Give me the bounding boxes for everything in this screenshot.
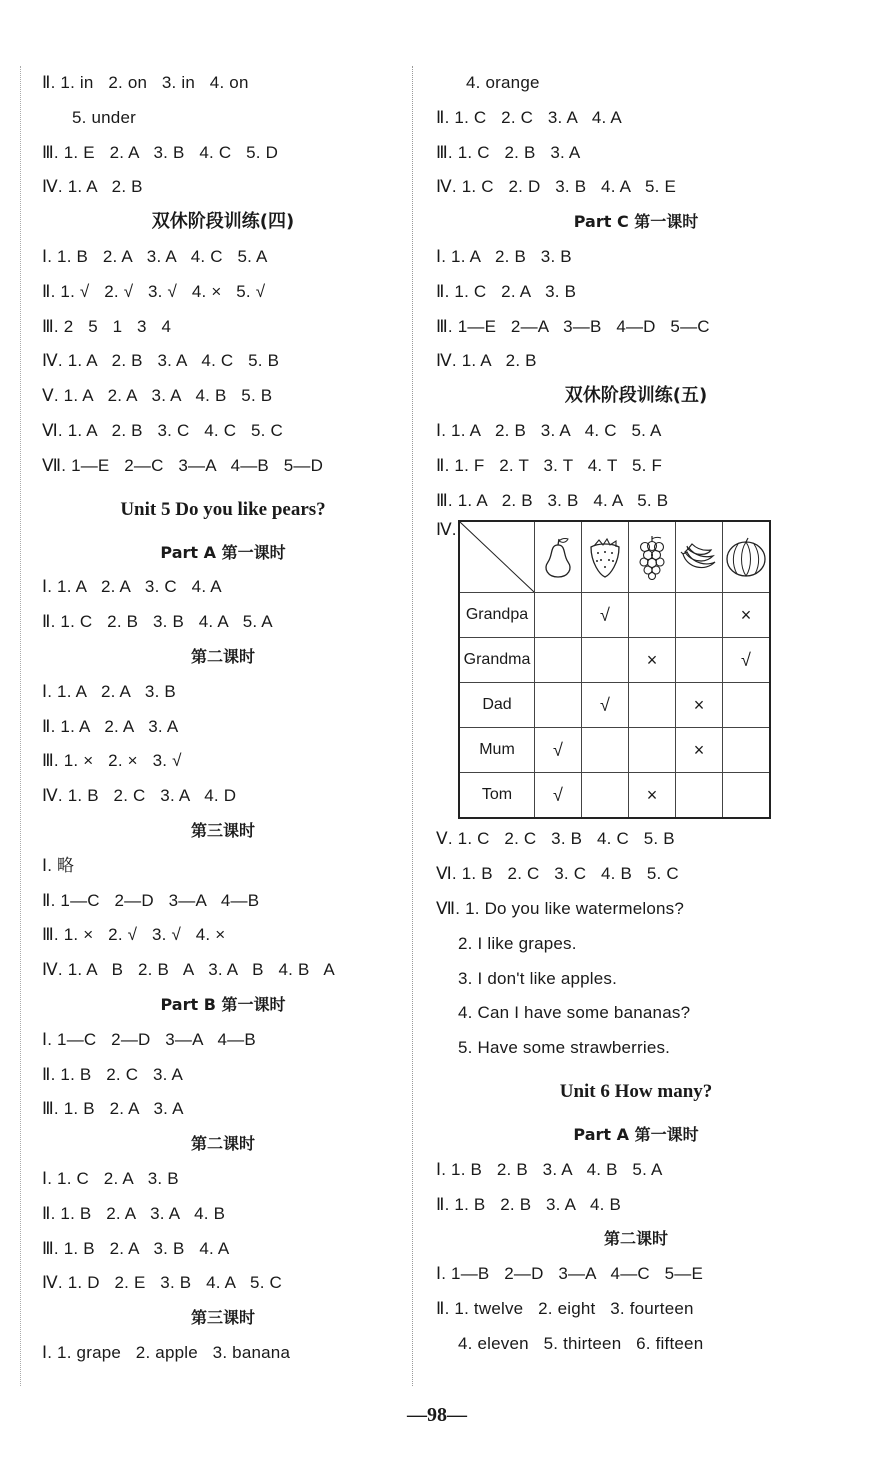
answer-line: Ⅲ. 1. × 2. × 3. √: [42, 751, 182, 771]
answer-line: Ⅱ. 1. in 2. on 3. in 4. on: [42, 73, 249, 92]
fruit-preference-table: [458, 520, 771, 819]
mark-cell: ×: [676, 728, 723, 773]
answer-line: Ⅲ. 1. B 2. A 3. B 4. A: [42, 1238, 230, 1258]
answer-line: Ⅳ. 1. A B 2. B A 3. A B 4. B A: [42, 960, 335, 980]
answer-line: Ⅳ. 1. A 2. B: [436, 351, 537, 371]
answer-line: Ⅳ. 1. A 2. B 3. A 4. C 5. B: [42, 351, 280, 371]
answer-line: Ⅰ. 1. B 2. A 3. A 4. C 5. A: [42, 246, 268, 266]
answer-line: Ⅴ. 1. C 2. C 3. B 4. C 5. B: [436, 829, 675, 849]
answer-line: Ⅰ. 1. A 2. A 3. C 4. A: [42, 577, 222, 597]
answer-line: Ⅳ. 1. C 2. D 3. B 4. A 5. E: [436, 177, 677, 197]
part-heading: 第三课时: [190, 1308, 255, 1328]
answer-line: Ⅶ. 1. Do you like watermelons?: [436, 898, 685, 918]
answer-line: Ⅱ. 1. C 2. A 3. B: [436, 281, 577, 301]
part-heading: 第二课时: [603, 1229, 668, 1249]
mark-cell: [535, 638, 582, 683]
watermelon-icon: [723, 521, 771, 593]
strawberry-icon: [582, 521, 629, 593]
answer-line: 5. under: [72, 107, 136, 127]
diagonal-line: [460, 522, 534, 592]
mark-cell: ×: [723, 593, 771, 638]
answer-line: Ⅱ. 1. C 2. C 3. A 4. A: [436, 107, 622, 127]
mark-cell: [535, 683, 582, 728]
mark-cell: [676, 593, 723, 638]
mark-cell: [676, 638, 723, 683]
answer-line: Ⅰ. 1. C 2. A 3. B: [42, 1168, 179, 1188]
answer-line: 5. Have some strawberries.: [458, 1038, 671, 1058]
mark-cell: [723, 728, 771, 773]
part-heading: Part C 第一课时: [573, 212, 699, 232]
person-name-cell: Grandpa: [459, 593, 535, 638]
mark-cell: [582, 728, 629, 773]
part-heading: Part A 第一课时: [160, 542, 286, 562]
mark-cell: [629, 728, 676, 773]
answer-line: Ⅲ. 1. C 2. B 3. A: [436, 142, 581, 162]
banana-icon: [676, 521, 723, 593]
left-column: [42, 66, 404, 1371]
mark-cell: [629, 683, 676, 728]
answer-line: Ⅳ. 1. B 2. C 3. A 4. D: [42, 786, 237, 806]
person-name-cell: Dad: [459, 683, 535, 728]
answer-line: 3. I don't like apples.: [458, 968, 618, 988]
person-name-cell: Tom: [459, 773, 535, 819]
left-margin-rule: [20, 66, 21, 1386]
answer-line: Ⅱ. 1. B 2. B 3. A 4. B: [436, 1194, 622, 1214]
section-heading: 双休阶段训练(五): [564, 385, 708, 407]
mark-cell: [723, 683, 771, 728]
answer-line: Ⅱ. 1—C 2—D 3—A 4—B: [42, 890, 260, 910]
answer-line: Ⅱ. 1. B 2. C 3. A: [42, 1064, 184, 1084]
answer-line: 4. orange: [466, 73, 540, 92]
answer-line: Ⅰ. 1. A 2. B 3. B: [436, 246, 572, 266]
answer-line: Ⅰ. 1. B 2. B 3. A 4. B 5. A: [436, 1159, 663, 1179]
answer-line: Ⅲ. 1. E 2. A 3. B 4. C 5. D: [42, 142, 279, 162]
answer-line: Ⅱ. 1. B 2. A 3. A 4. B: [42, 1203, 226, 1223]
right-column-top: [436, 66, 836, 518]
mark-cell: [676, 773, 723, 819]
mark-cell: √: [535, 773, 582, 819]
mark-cell: [582, 773, 629, 819]
answer-line: Ⅲ. 1. A 2. B 3. B 4. A 5. B: [436, 490, 669, 510]
grapes-icon: [629, 521, 676, 593]
answer-line: Ⅰ. 1—B 2—D 3—A 4—C 5—E: [436, 1264, 704, 1284]
unit-heading: Unit 5 Do you like pears?: [120, 498, 326, 520]
answer-line: Ⅲ. 2 5 1 3 4: [42, 316, 172, 336]
answer-line: Ⅲ. 1. × 2. √ 3. √ 4. ×: [42, 925, 226, 945]
answer-line: Ⅴ. 1. A 2. A 3. A 4. B 5. B: [42, 386, 273, 406]
mark-cell: ×: [629, 638, 676, 683]
table-header-row: [459, 521, 770, 593]
fruit-preference-table-section: [436, 518, 836, 822]
mark-cell: [582, 638, 629, 683]
table-row: [459, 728, 770, 773]
pear-icon: [535, 521, 582, 593]
table-row: [459, 593, 770, 638]
right-column-bottom: [436, 822, 836, 1361]
part-heading: Part B 第一课时: [160, 994, 286, 1014]
mark-cell: √: [723, 638, 771, 683]
answer-line: Ⅰ. 1. A 2. B 3. A 4. C 5. A: [436, 420, 662, 440]
unit-heading: Unit 6 How many?: [559, 1080, 713, 1102]
column-divider: [412, 66, 413, 1386]
answer-line: Ⅱ. 1. A 2. A 3. A: [42, 716, 179, 736]
table-row: [459, 638, 770, 683]
answer-line: Ⅰ. 1. grape 2. apple 3. banana: [42, 1342, 291, 1362]
right-column: [436, 66, 836, 1362]
answer-line: Ⅱ. 1. F 2. T 3. T 4. T 5. F: [436, 455, 663, 475]
part-heading: Part A 第一课时: [573, 1124, 699, 1144]
answer-line: Ⅱ. 1. √ 2. √ 3. √ 4. × 5. √: [42, 281, 266, 301]
page-number: —98—: [407, 1404, 467, 1426]
answer-line: Ⅰ. 1—C 2—D 3—A 4—B: [42, 1029, 256, 1049]
mark-cell: [723, 773, 771, 819]
answer-line: 4. eleven 5. thirteen 6. fifteen: [458, 1333, 704, 1353]
mark-cell: ×: [676, 683, 723, 728]
answer-line: Ⅶ. 1—E 2—C 3—A 4—B 5—D: [42, 455, 324, 475]
answer-line: Ⅵ. 1. A 2. B 3. C 4. C 5. C: [42, 420, 283, 440]
part-heading: 第二课时: [190, 1134, 255, 1154]
answer-line: Ⅲ. 1—E 2—A 3—B 4—D 5—C: [436, 316, 710, 336]
answer-line: Ⅱ. 1. C 2. B 3. B 4. A 5. A: [42, 612, 273, 632]
mark-cell: √: [582, 593, 629, 638]
answer-line: Ⅱ. 1. twelve 2. eight 3. fourteen: [436, 1298, 694, 1318]
answer-line: Ⅵ. 1. B 2. C 3. C 4. B 5. C: [436, 864, 679, 884]
answer-line: Ⅰ. 略: [42, 855, 75, 875]
part-heading: 第三课时: [190, 820, 255, 840]
table-question-label: Ⅳ.: [436, 520, 457, 540]
section-heading: 双休阶段训练(四): [151, 211, 295, 233]
answer-line: Ⅲ. 1. B 2. A 3. A: [42, 1099, 184, 1119]
person-name-cell: Mum: [459, 728, 535, 773]
table-row: [459, 773, 770, 819]
mark-cell: [535, 593, 582, 638]
person-name-cell: Grandma: [459, 638, 535, 683]
mark-cell: √: [535, 728, 582, 773]
answer-line: 2. I like grapes.: [458, 933, 577, 953]
answer-line: Ⅳ. 1. D 2. E 3. B 4. A 5. C: [42, 1273, 283, 1293]
part-heading: 第二课时: [190, 646, 255, 666]
mark-cell: [629, 593, 676, 638]
table-row: [459, 683, 770, 728]
diagonal-corner-cell: [459, 521, 535, 593]
mark-cell: √: [582, 683, 629, 728]
answer-line: 4. Can I have some bananas?: [458, 1003, 691, 1023]
mark-cell: ×: [629, 773, 676, 819]
answer-line: Ⅰ. 1. A 2. A 3. B: [42, 681, 176, 701]
answer-line: Ⅳ. 1. A 2. B: [42, 177, 143, 197]
